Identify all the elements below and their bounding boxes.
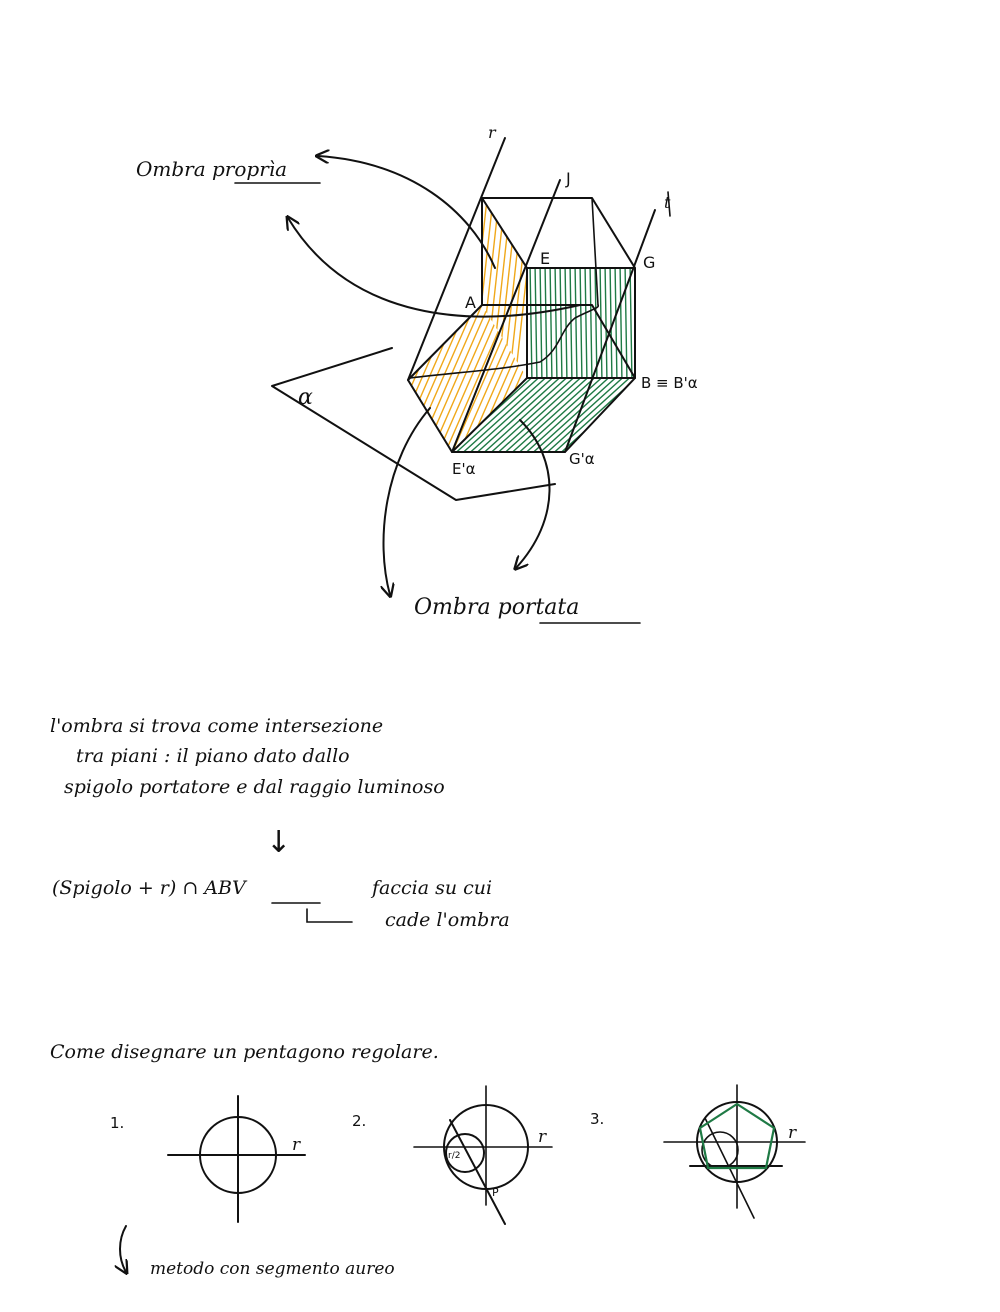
green-hatch-stroke xyxy=(550,262,552,384)
green-hatch-stroke xyxy=(565,262,567,384)
pentagon-step-3 xyxy=(590,1085,805,1218)
label-a: A xyxy=(465,293,476,312)
green-hatch-stroke xyxy=(534,372,629,458)
cast-shadow-title: Ombra portata xyxy=(414,595,580,620)
formula-note-1: faccia su cui xyxy=(372,877,493,899)
step-2-p-label: P xyxy=(492,1186,499,1199)
label-b: B ≡ B'α xyxy=(641,374,698,392)
step-2-label: 2. xyxy=(352,1112,367,1130)
green-hatch-stroke xyxy=(527,372,622,458)
green-hatch-stroke xyxy=(530,262,532,384)
method-note: metodo con segmento aureo xyxy=(150,1259,395,1279)
orange-hatch-stroke xyxy=(358,300,428,460)
green-hatch-stroke xyxy=(513,372,608,458)
label-e-alpha: E'α xyxy=(452,460,476,478)
note-line-2: tra piani : il piano dato dallo xyxy=(76,745,350,767)
pentagon-title: Come disegnare un pentagono regolare. xyxy=(50,1041,439,1063)
label-alpha: α xyxy=(298,385,313,410)
green-hatch-stroke xyxy=(478,372,573,458)
step-2-half-r-label: r/2 xyxy=(448,1151,461,1161)
formula-note-2: cade l'ombra xyxy=(385,909,510,931)
green-hatching-vertical-face xyxy=(520,262,642,384)
plane-alpha-outline xyxy=(272,348,555,500)
orange-hatch-stroke xyxy=(330,300,400,460)
green-hatch-stroke xyxy=(640,262,642,384)
own-shadow-title: Ombra proprìa xyxy=(136,157,288,181)
green-hatch-stroke xyxy=(610,262,612,384)
green-hatch-stroke xyxy=(535,262,537,384)
method-arrow xyxy=(120,1226,126,1272)
green-hatch-stroke xyxy=(555,262,557,384)
green-hatch-stroke xyxy=(555,372,650,458)
green-hatch-stroke xyxy=(471,372,566,458)
step-1-label: 1. xyxy=(110,1114,125,1132)
green-hatch-stroke xyxy=(541,372,636,458)
green-hatch-stroke xyxy=(545,262,547,384)
step-2-secant xyxy=(450,1120,505,1224)
pentagon-step-2 xyxy=(352,1086,552,1224)
green-hatch-stroke xyxy=(560,262,562,384)
ray-t xyxy=(565,210,655,452)
green-hatch-stroke xyxy=(580,262,582,384)
step-1-r-label: r xyxy=(292,1135,301,1155)
down-arrow: ↓ xyxy=(266,825,292,860)
label-g: G xyxy=(643,253,656,272)
label-g-alpha: G'α xyxy=(569,450,595,468)
callout-cast-shadow-curve xyxy=(383,408,430,595)
green-hatch-stroke xyxy=(450,372,545,458)
green-hatch-stroke xyxy=(575,262,577,384)
step-3-r-label: r xyxy=(788,1123,797,1143)
label-r: r xyxy=(488,123,496,142)
orange-hatch-stroke xyxy=(337,300,407,460)
green-hatch-stroke xyxy=(615,262,617,384)
notes-block xyxy=(50,715,510,931)
pentagon-step-1 xyxy=(110,1096,305,1222)
orange-hatch-stroke xyxy=(379,300,449,460)
formula-pointer xyxy=(307,909,352,922)
green-hatch-stroke xyxy=(485,372,580,458)
orange-hatch-stroke xyxy=(365,300,435,460)
prism-diagram xyxy=(272,138,670,595)
green-hatch-stroke xyxy=(620,262,622,384)
green-hatch-stroke xyxy=(590,262,592,384)
step-3-label: 3. xyxy=(590,1110,605,1128)
note-line-3: spigolo portatore e dal raggio luminoso xyxy=(64,776,445,798)
green-hatch-stroke xyxy=(605,262,607,384)
step-2-r-label: r xyxy=(538,1127,547,1147)
formula: (Spigolo + r) ∩ ABV xyxy=(52,877,246,899)
green-hatch-stroke xyxy=(630,262,632,384)
label-t: t xyxy=(664,193,671,212)
orange-hatch-stroke xyxy=(466,190,488,390)
green-hatch-stroke xyxy=(540,262,542,384)
note-line-1: l'ombra si trova come intersezione xyxy=(50,715,384,737)
label-e: E xyxy=(540,249,551,268)
label-j: J xyxy=(566,169,571,188)
callout-own-shadow-curve xyxy=(318,156,495,268)
vertex-labels xyxy=(298,123,698,478)
green-hatch-stroke xyxy=(585,262,587,384)
